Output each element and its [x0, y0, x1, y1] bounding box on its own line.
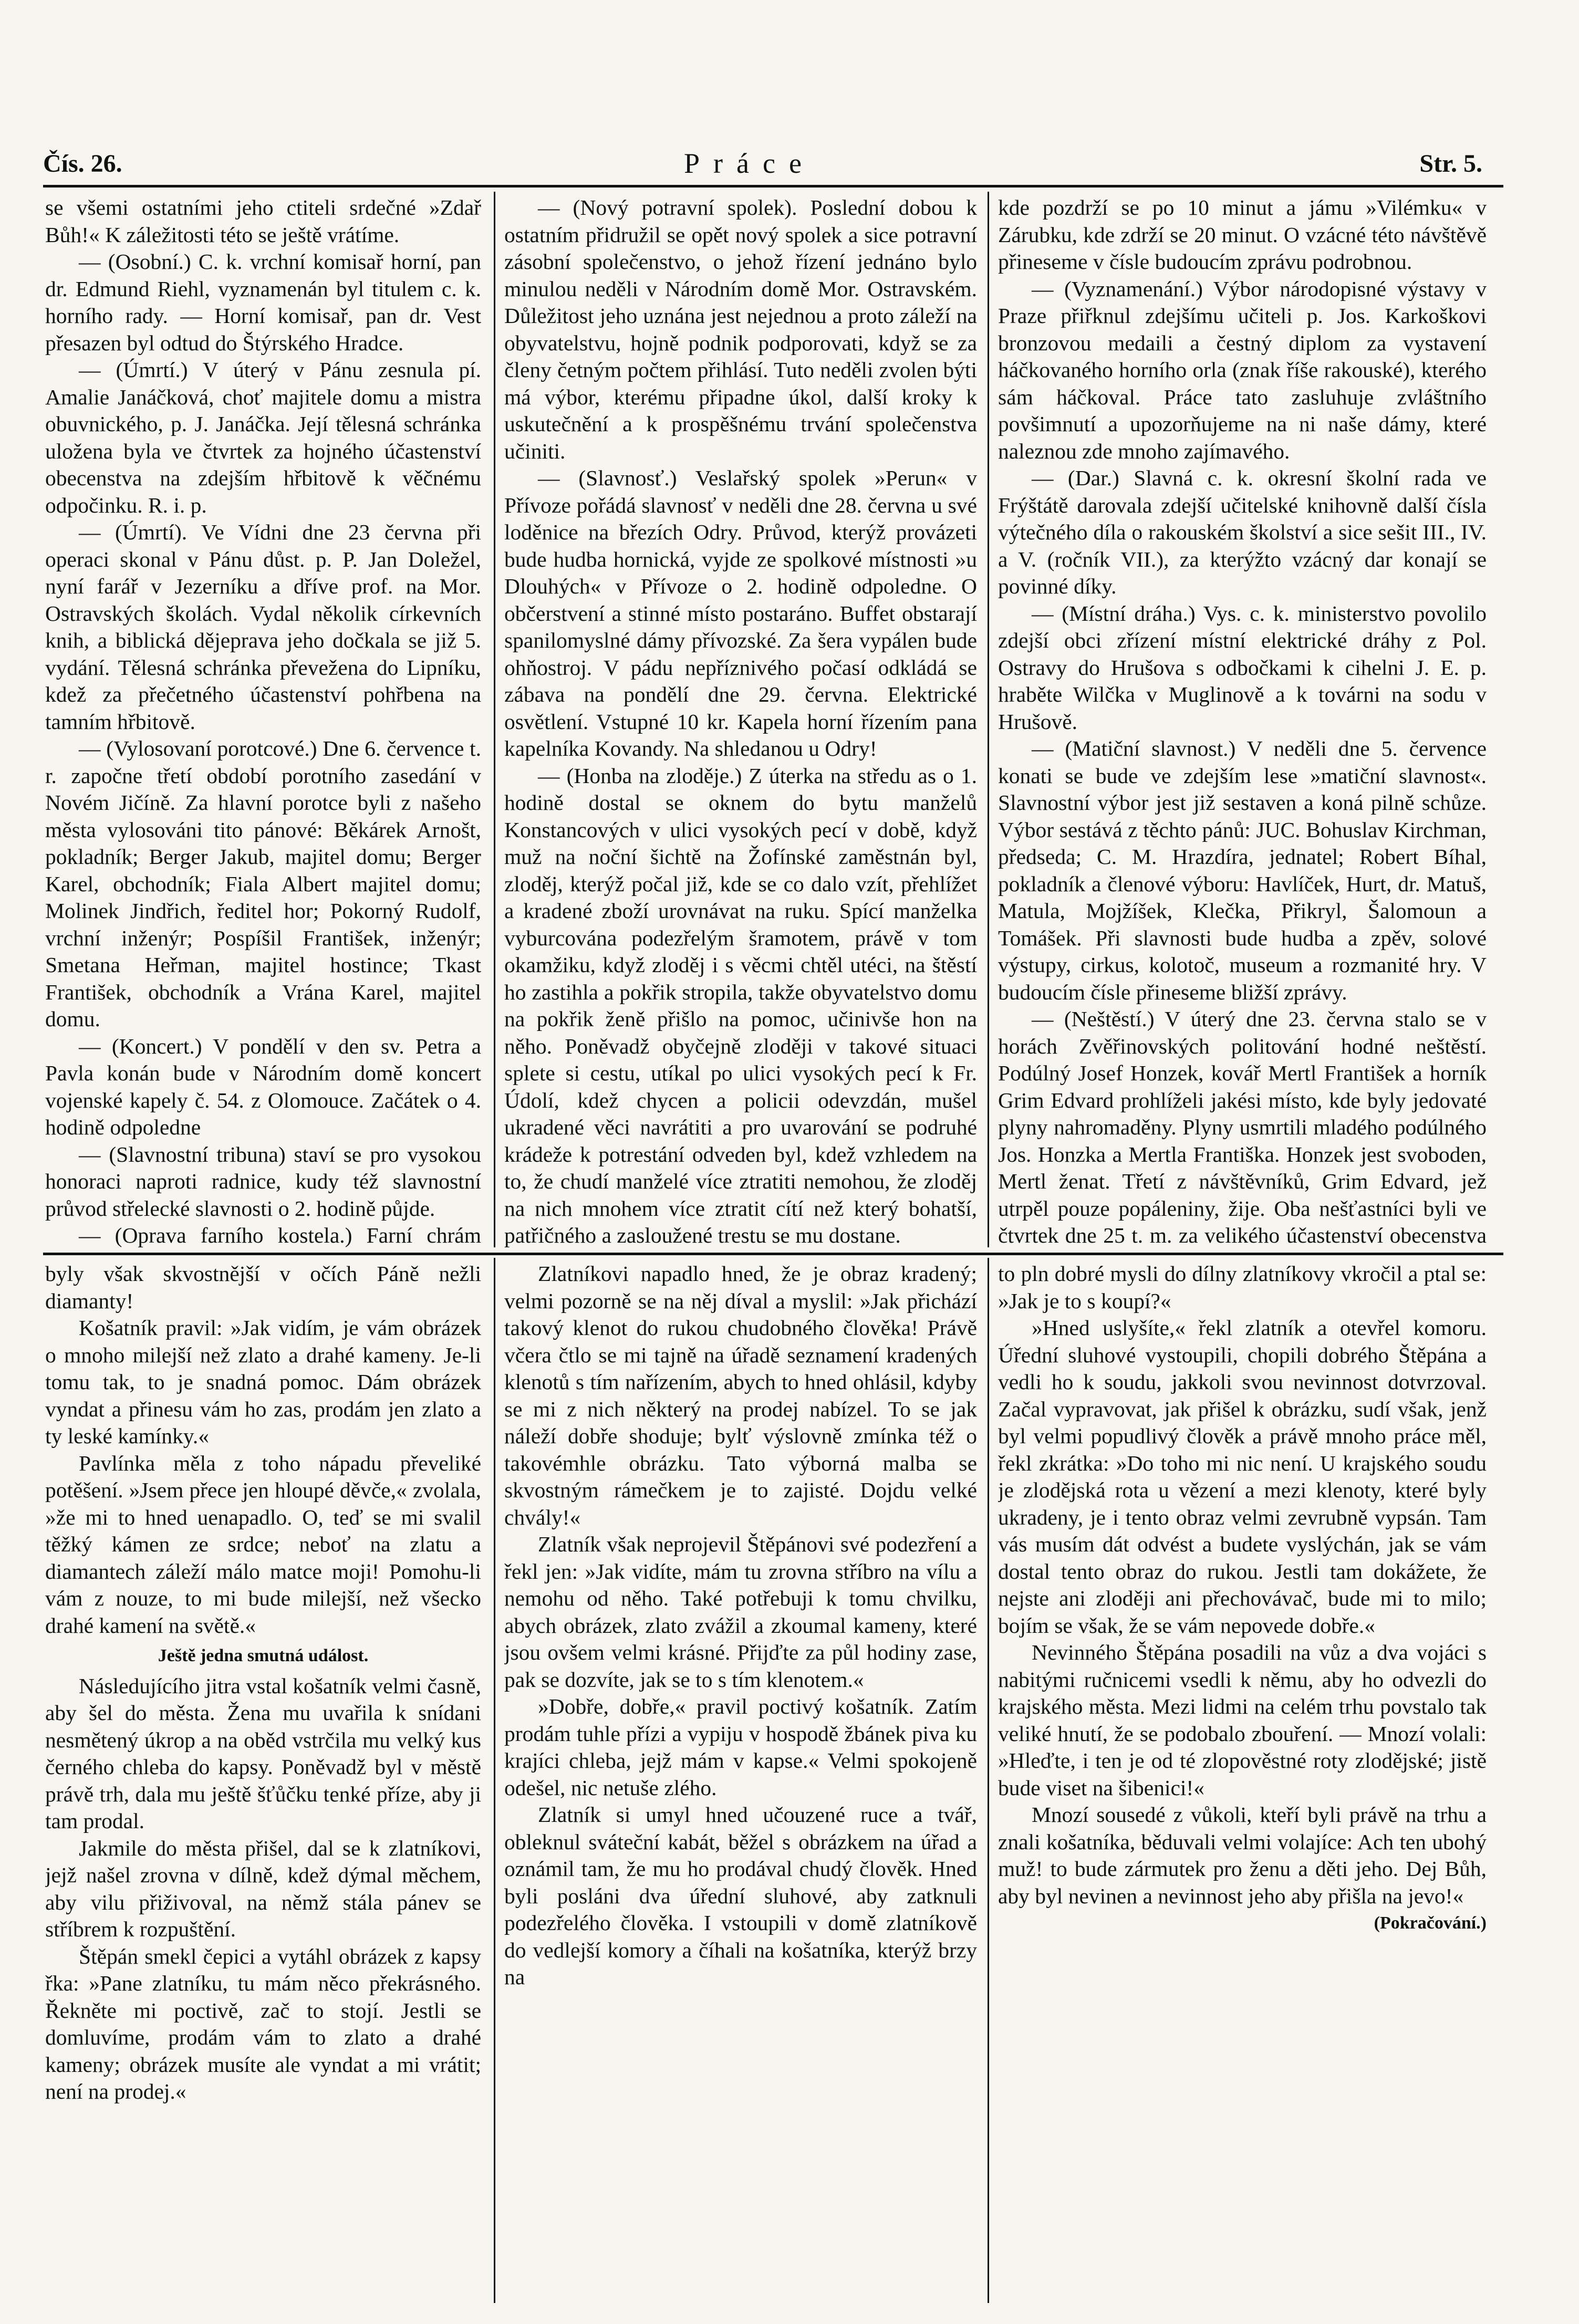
- issue-number: Čís. 26.: [43, 150, 122, 178]
- feuilleton-column-1: [45, 1260, 481, 2303]
- column-divider-bottom-1: [494, 1258, 495, 2303]
- story-paragraph: Štěpán smekl čepici a vytáhl obrázek z kapsy řka: »Pane zlatníku, tu mám něco překrásného. Řekněte mi poctivě, zač to stojí. Jestli se domluvíme, prodám vám to zlato a drahé kameny; obrázek musíte ale vyndat a mi vrátit; není na prodej.«: [45, 1944, 481, 2103]
- news-column-3: [998, 194, 1487, 1250]
- story-paragraph: Následujícího jitra vstal košatník velmi časně, aby šel do města. Žena mu uvařila k snídani nesmětený úkrop a na oběd vstrčila mu velký kus černého chleba do kapsy. Poněvadž byl v městě právě trh, dala mu ještě šťůčku tenké příze, aby ji tam prodal.: [45, 1673, 481, 1833]
- news-paragraph: — (Osobní.) C. k. vrchní komisař horní, pan dr. Edmund Riehl, vyznamenán byl titulem c. k. horního rady. — Horní komisař, pan dr. Vest přesazen byl odtud do Štýrského Hradce.: [45, 249, 481, 355]
- page-header: [43, 142, 1503, 184]
- news-paragraph: — (Oprava farního kostela.) Farní chrám: [79, 1223, 481, 1247]
- news-paragraph: — (Úmrtí.) V úterý v Pánu zesnula pí. Amalie Janáčková, choť majitele domu a mistra obuvnického, p. J. Janáčka. Její tělesná schránka uložena byla ve čtvrtek za hojného účastenství obecenstva na zdejším hřbitově k věčnému odpočinku. R. i. p.: [45, 358, 481, 517]
- story-paragraph: byly však skvostnější v očích Páně nežli diamanty!: [45, 1262, 481, 1313]
- news-paragraph: — (Místní dráha.) Vys. c. k. ministerstvo povolilo zdejší obci zřízení místní elektrické dráhy z Pol. Ostravy do Hrušova s odbočkami k cihelni J. E. p. hraběte Wilčka v Muglinově a k továrni na sodu v Hrušově.: [998, 601, 1487, 734]
- header-rule: [43, 185, 1503, 187]
- story-paragraph: »Dobře, dobře,« pravil poctivý košatník. Zatím prodám tuhle přízi a vypiju v hospodě žbánek piva ku krajíci chleba, jejž mám v kapse.« Velmi spokojeně odešel, nic netuše zlého.: [504, 1694, 977, 1800]
- news-column-1: [45, 194, 481, 1250]
- chapter-heading: Ještě jedna smutná událost.: [158, 1646, 369, 1665]
- story-paragraph: to pln dobré mysli do dílny zlatníkovy vkročil a ptal se: »Jak je to s koupí?«: [998, 1262, 1487, 1313]
- story-paragraph: Nevinného Štěpána posadili na vůz a dva vojáci s nabitými ručnicemi vsedli k němu, aby ho odvezli do krajského města. Mezi lidmi na celém trhu povstalo tak veliké hnutí, že se podobalo zbouření. — Mnozí volali: »Hleďte, i ten je od té zlopověstné roty zlodějské; jistě bude viset na šibenici!«: [998, 1640, 1487, 1800]
- story-paragraph: Zlatník však neprojevil Štěpánovi své podezření a řekl jen: »Jak vidíte, mám tu zrovna stříbro na vílu a nemohu od něho. Také potřebuji k tomu chvilku, abych obrázek, zlato zvážil a zkoumal kameny, které jsou ovšem velmi krásné. Přijďte za půl hodiny zase, pak se dozvíte, jak se to s tím klenotem.«: [504, 1532, 977, 1692]
- news-paragraph: — (Slavnosť.) Veslařský spolek »Perun« v Přívoze pořádá slavnosť v neděli dne 28. června u své loděnice na březích Odry. Průvod, kterýž provázeti bude hudba hornická, vyjde ze spolkové místnosti »u Dlouhých« v Přívoze o 2. hodině odpoledne. O občerstvení a stinné místo postaráno. Buffet obstarají spanilomyslné dámy přívozské. Za šera vypálen bude ohňostroj. V pádu nepříznivého počasí odkládá se zábava na pondělí dne 29. června. Elektrické osvětlení. Vstupné 10 kr. Kapela horní řízením pana kapelníka Kovandy. Na shledanou u Odry!: [504, 466, 977, 760]
- news-paragraph: — (Matiční slavnost.) V neděli dne 5. července konati se bude ve zdejším lese »matiční slavnost«. Slavnostní výbor jest již sestaven a koná pilně schůze. Výbor sestává z těchto pánů: JUC. Bohuslav Kirchman, předseda; C. M. Hrazdíra, jednatel; Robert Bíhal, pokladník a členové výboru: Havlíček, Hurt, dr. Matuš, Matula, Mojžíšek, Klečka, Přikryl, Šalomoun a Tomášek. Při slavnosti bude hudba a zpěv, solové výstupy, cirkus, kolotoč, museum a rozmanité hry. V budoucím čísle přineseme bližší zprávy.: [998, 736, 1487, 1004]
- story-paragraph: Zlatníkovi napadlo hned, že je obraz kradený; velmi pozorně se na něj díval a myslil: »Jak přichází takový klenot do rukou chudobného člověka! Právě včera čtlo se mi tajně na úřadě seznamení kradených klenotů s tím nařízením, abych to hned ohlásil, kdyby se mi z nich některý na prodej nabízel. To se jak náleží dobře shoduje; bylť výslovně zmínka též o takovémhle obrázku. Tato výborná malba se skvostným rámečkem je to zajisté. Dojdu velké chvály!«: [504, 1262, 977, 1529]
- news-paragraph: — (Neštěstí.) V úterý dne 23. června stalo se v horách Zvěřinovských politování hodné neštěstí. Podúlný Josef Honzek, kovář Mertl František a horník Grim Edvard prohlíželi jakési místo, kde byly jedovaté plyny nahromaděny. Plyny usmrtili mladého podúlného Jos. Honzka a Mertla Františka. Honzek jest svoboden, Mertl ženat. Třetí z návštěvníků, Grim Edvard, jež utrpěl pouze popáleniny, žije. Oba nešťastníci byli ve čtvrtek dne 25 t. m. za velikého účastenství obecenstva: [998, 1007, 1487, 1247]
- story-paragraph: Jakmile do města přišel, dal se k zlatníkovi, jejž našel zrovna v dílně, kdež dýmal měchem, aby vilu přiživoval, na němž stála pánev se stříbrem k rozpuštění.: [45, 1836, 481, 1941]
- column-divider-bottom-2: [988, 1258, 989, 2303]
- news-paragraph: — (Dar.) Slavná c. k. okresní školní rada ve Frýštátě darovala zdejší učitelské knihovně další čísla výtečného díla o rakouském školství a sice sešit III., IV. a V. (ročník VII.), za kterýžto vzácný dar konají se povinné díky.: [998, 466, 1487, 598]
- news-paragraph: se všemi ostatními jeho ctiteli srdečné »Zdař Bůh!« K záležitosti této se ještě vrátíme.: [45, 195, 481, 247]
- story-paragraph: Pavlínka měla z toho nápadu převeliké potěšení. »Jsem přece jen hloupé děvče,« zvolala, »že mi to hned uenapadlo. O, teď se mi svalil těžký kámen ze srdce; neboť na zlatu a diamantech záleží málo matce moji! Pomohu-li vám z nouze, to mi bude milejší, než všecko drahé kamení na světě.«: [45, 1451, 481, 1638]
- news-paragraph: — (Honba na zloděje.) Z úterka na středu as o 1. hodině dostal se oknem do bytu manželů Konstancových v ulici vysokých pecí v době, když muž na noční šichtě na Žofínské zaměstnán byl, zloděj, kterýž počal již, kde se co dalo vzít, přehlížet a kradené zboží urovnávat na ruku. Spící manželka vyburcována podezřelým šramotem, právě v tom okamžiku, když zloděj i s věcmi chtěl utéci, na štěstí ho zastihla a pokřik stropila, takže obyvatelstvo domu na pokřik ženě přišlo na pomoc, učinivše hon na něho. Poněvadž obyčejně zloději v takové situaci splete si cestu, utíkal po ulici vysokých pecí k Fr. Údolí, kdež chycen a policii odevzdán, mušel ukradené věci navrátiti a pro uvarování se podruhé krádeže k potrestání odveden byl, kdež vzhledem na to, že chudí manželé více ztratiti nemohou, že zloděj na nich mnohem více ztratit cítí než který bohatší, patřičného a zasloužené trestu se mu dostane.: [504, 763, 977, 1247]
- news-paragraph: — (Vylosovaní porotcové.) Dne 6. července t. r. započne třetí období porotního zasedání v Novém Jičíně. Za hlavní porotce byli z našeho města vylosováni tito pánové: Běkárek Arnošt, pokladník; Berger Jakub, majitel domu; Berger Karel, obchodník; Fiala Albert majitel domu; Molinek Jindřich, ředitel hor; Pokorný Rudolf, vrchní inženýr; Pospíšil František, inženýr; Smetana Heřman, majitel hostince; Tkast František, obchodník a Vrána Karel, majitel domu.: [45, 736, 481, 1031]
- feuilleton-rule: [43, 1253, 1503, 1255]
- news-paragraph: [504, 1249, 977, 1250]
- newspaper-title: Práce: [684, 148, 815, 179]
- column-divider-top-1: [494, 192, 495, 1247]
- feuilleton-column-2: [504, 1260, 977, 2303]
- feuilleton-column-3: [998, 1260, 1487, 2303]
- news-paragraph: kde pozdrží se po 10 minut a jámu »Vilémku« v Zárubku, kde zdrží se 20 minut. O vzácné této návštěvě přineseme v čísle budoucím zprávu podrobnou.: [998, 195, 1487, 274]
- story-paragraph: Zlatník si umyl hned učouzené ruce a tvář, obleknul sváteční kabát, běžel s obrázkem na úřad a oznámil tam, že mu ho prodával chudý člověk. Hned byli posláni dva úřední sluhové, aby zatknuli podezřelého člověka. I vstoupili v domě zlatníkově do vedlejší komory a číhali na košatníka, kterýž brzy na: [504, 1802, 977, 1989]
- news-paragraph: — (Úmrtí). Ve Vídni dne 23 června při operaci skonal v Pánu důst. p. P. Jan Doležel, nyní farář v Jezerníku a dříve prof. na Mor. Ostravských školách. Vydal několik církevních knih, a biblická dějeprava jeho dočkala se již 5. vydání. Tělesná schránka převežena do Lipníku, kdež za přečetného účastenství pohřbena na tamním hřbitově.: [45, 520, 481, 734]
- to-be-continued: (Pokračování.): [1374, 1913, 1487, 1933]
- news-column-2: [504, 194, 977, 1250]
- news-paragraph: — (Nový potravní spolek). Poslední dobou k ostatním přidružil se opět nový spolek a sice potravní zásobní společenstvo, o jehož řízení jednáno bylo minulou neděli v Národním domě Mor. Ostravském. Důležitost jeho uznána jest nejednou a proto záleží na obyvatelstvu, hojně podnik podporovati, když se za členy četným počtem přihlásí. Tuto neděli zvolen býti má výbor, kterému připadne úkol, další kroky k uskutečnění a k prospěšnému trvání společenstva učiniti.: [504, 195, 977, 463]
- column-divider-top-2: [988, 192, 989, 1247]
- page-number: Str. 5.: [1419, 150, 1482, 178]
- news-paragraph: — (Slavnostní tribuna) staví se pro vysokou honoraci naproti radnice, kudy též slavnostní průvod střelecké slavnosti o 2. hodině půjde.: [45, 1142, 481, 1221]
- news-paragraph: — (Koncert.) V pondělí v den sv. Petra a Pavla konán bude v Národním domě koncert vojenské kapely č. 54. z Olomouce. Začátek o 4. hodině odpoledne: [45, 1034, 481, 1139]
- story-paragraph: Mnozí sousedé z vůkoli, kteří byli právě na trhu a znali košatníka, běduvali velmi volajíce: Ach ten ubohý muž! to bude zármutek pro ženu a děti jeho. Dej Bůh, aby byl nevinen a nevinnost jeho aby přišla na jevo!«: [998, 1802, 1487, 1908]
- story-paragraph: Košatník pravil: »Jak vidím, je vám obrázek o mnoho milejší než zlato a drahé kameny. Je-li tomu tak, to je snadná pomoc. Dám obrázek vyndat a přinesu vám ho zas, prodám jen zlato a ty leské kamínky.«: [45, 1316, 481, 1448]
- story-paragraph: »Hned uslyšíte,« řekl zlatník a otevřel komoru. Úřední sluhové vystoupili, chopili dobrého Štěpána a vedli ho k soudu, jakkoli svou nevinnost dotvrzoval. Začal vypravovat, jak přišel k obrázku, sudí však, jenž byl velmi popudlivý člověk a právě mnoho práce měl, řekl zkrátka: »Do toho mi nic není. U krajského soudu je zlodějská rota u vězení a mezi klenoty, které byly ukradeny, je i tento obraz velmi zevrubně vypsán. Tam vás musím dát odvést a budete vyslýchán, jak se vám dostal tento obraz do rukou. Jestli tam dokážete, že nejste ani zloději ani přechovávač, bude mi to milo; bojím se však, že se vám nepovede dobře.«: [998, 1316, 1487, 1638]
- news-paragraph: — (Vyznamenání.) Výbor národopisné výstavy v Praze přiřknul zdejšímu učiteli p. Jos. Karkoškovi bronzovou medaili a čestný diplom za vystavení háčkovaného horního orla (znak říše rakouské), kterého sám háčkoval. Práce tato zasluhuje zvláštního povšimnutí a upozorňujeme na ni naše dámy, které naleznou zde mnoho zajímavého.: [998, 276, 1487, 463]
